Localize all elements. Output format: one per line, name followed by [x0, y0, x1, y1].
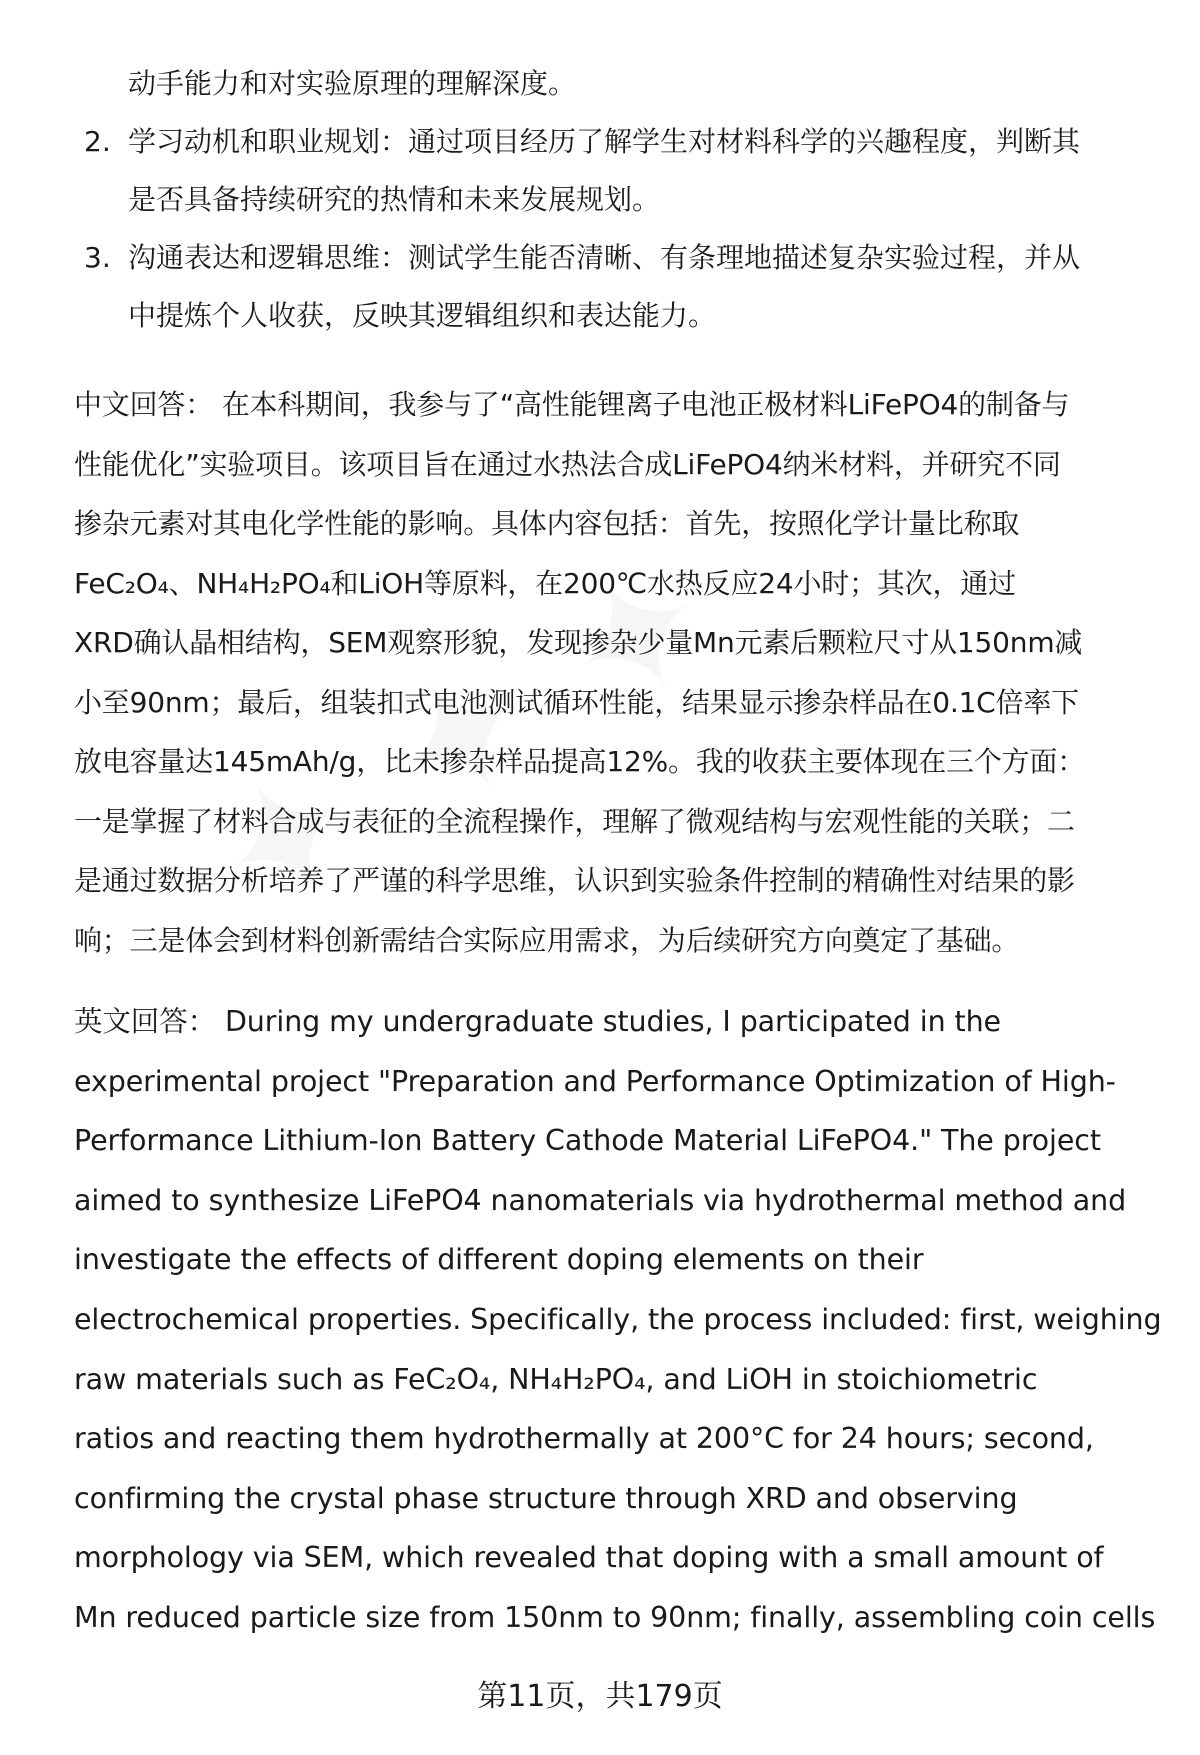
paragraph-line: 中文回答： 在本科期间，我参与了“高性能锂离子电池正极材料LiFePO4的制备与: [74, 388, 1070, 421]
list-item-number: 3.: [84, 241, 111, 274]
paragraph-line: 掺杂元素对其电化学性能的影响。具体内容包括：首先，按照化学计量比称取: [74, 507, 1020, 540]
paragraph-line: 是通过数据分析培养了严谨的科学思维，认识到实验条件控制的精确性对结果的影: [74, 864, 1075, 897]
paragraph-line: 一是掌握了材料合成与表征的全流程操作，理解了微观结构与宏观性能的关联；二: [74, 804, 1075, 838]
paragraph-line: 放电容量达145mAh/g，比未掺杂样品提高12%。我的收获主要体现在三个方面：: [74, 745, 1086, 778]
paragraph-line: aimed to synthesize LiFePO4 nanomaterials via hydrothermal method and: [74, 1183, 1127, 1217]
chinese-answer-paragraph: [74, 375, 1154, 970]
paragraph-line: FeC₂O₄、NH₄H₂PO₄和LiOH等原料，在200℃水热反应24小时；其次，通过: [74, 566, 1016, 600]
list-item: [74, 113, 1154, 229]
paragraph-line: XRD确认晶相结构，SEM观察形貌，发现掺杂少量Mn元素后颗粒尺寸从150nm减: [74, 626, 1083, 659]
paragraph-line: investigate the effects of different doping elements on their: [74, 1243, 924, 1277]
paragraph-line: Performance Lithium-Ion Battery Cathode Material LiFePO4." The project: [74, 1124, 1101, 1158]
paragraph-line: experimental project "Preparation and Performance Optimization of High-: [74, 1064, 1116, 1098]
list-item: [74, 229, 1154, 345]
paragraph-line: electrochemical properties. Specifically, the process included: first, weighing: [74, 1302, 1162, 1336]
paragraph-line: 性能优化”实验项目。该项目旨在通过水热法合成LiFePO4纳米材料，并研究不同: [74, 447, 1061, 481]
paragraph-line: 英文回答： During my undergraduate studies, I participated in the: [74, 1005, 1001, 1038]
english-answer-paragraph: [74, 992, 1162, 1648]
list-item-continuation: 动手能力和对实验原理的理解深度。: [128, 67, 577, 100]
list-item-line: 是否具备持续研究的热情和未来发展规划。: [128, 183, 661, 216]
list-item-line: 中提炼个人收获，反映其逻辑组织和表达能力。: [128, 299, 717, 332]
list-item-line: 学习动机和职业规划：通过项目经历了解学生对材料科学的兴趣程度，判断其: [128, 125, 1081, 158]
paragraph-line: 响；三是体会到材料创新需结合实际应用需求，为后续研究方向奠定了基础。: [74, 923, 1020, 957]
paragraph-line: ratios and reacting them hydrothermally at 200°C for 24 hours; second,: [74, 1422, 1094, 1456]
document-page: [74, 55, 1162, 1648]
paragraph-line: 小至90nm；最后，组装扣式电池测试循环性能，结果显示掺杂样品在0.1C倍率下: [74, 685, 1079, 719]
paragraph-line: confirming the crystal phase structure through XRD and observing: [74, 1481, 1018, 1515]
page-number-footer: 第11页，共179页: [477, 1679, 723, 1714]
list-item-number: 2.: [84, 125, 111, 158]
paragraph-line: raw materials such as FeC₂O₄, NH₄H₂PO₄, and LiOH in stoichiometric: [74, 1362, 1038, 1396]
list-item-line: 沟通表达和逻辑思维：测试学生能否清晰、有条理地描述复杂实验过程，并从: [128, 241, 1081, 274]
paragraph-line: Mn reduced particle size from 150nm to 90nm; finally, assembling coin cells: [74, 1600, 1156, 1634]
paragraph-line: morphology via SEM, which revealed that doping with a small amount of: [74, 1541, 1104, 1575]
